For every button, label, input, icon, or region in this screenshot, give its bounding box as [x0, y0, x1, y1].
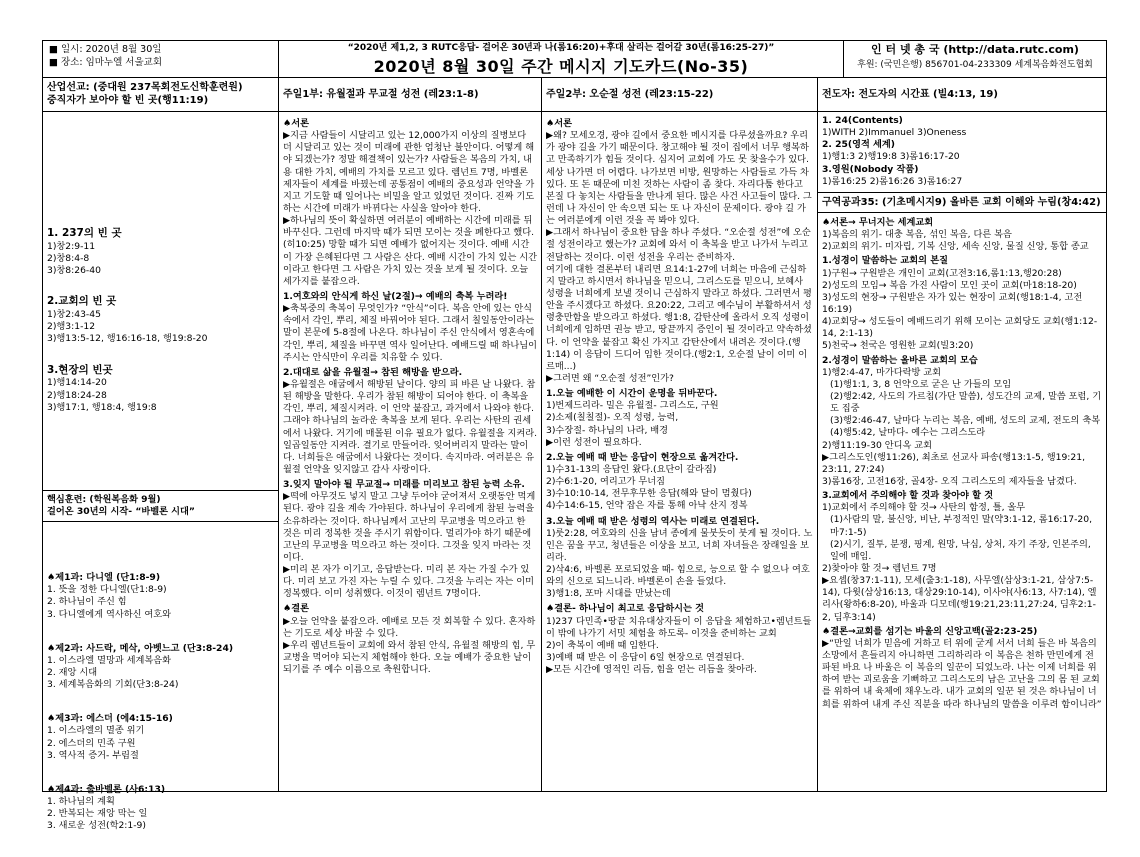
text-line: ▶이런 성전이 필요하다.: [546, 436, 642, 448]
text-line: 1)237 다민족•땅끝 치유대상자들이 이 응답을 체험하고•렘넌트들이 밖에 나가기 서밋 체험을 하도록- 이것을 준비하는 교회: [546, 615, 812, 639]
spacer: [47, 621, 274, 643]
text-line: 1)롬16:25 2)롬16:26 3)롬16:27: [822, 175, 963, 187]
spacer: [47, 277, 274, 287]
card-subtitle: “2020년 제1,2, 3 RUTC응답- 걸어온 30년과 나(롬16:20)+후대 살리는 걸어갈 30년(롬16:25-27)”: [347, 43, 775, 53]
text-line: 3)롬16장, 고전16장, 골4장- 오직 그리스도의 제자들을 남겼다.: [822, 475, 1077, 487]
text-line: 3)행1:8, 포마 시대를 만났는데: [546, 588, 671, 600]
sponsor-account: 후원: (국민은행) 856701-04-233309 세계복음화전도협회: [857, 59, 1093, 70]
lesson-title: ♠제1과: 다니엘 (단1:8-9): [47, 572, 161, 584]
verse-line: 1)창2:9-11: [47, 240, 96, 252]
text-line: 1)룻2:28, 여호와의 신을 남녀 종에게 물붓듯이 붓게 될 것이다. 노인은 꿈을 꾸고, 청년들은 이상을 보고, 너희 자녀들은 장래일을 보리라.: [546, 527, 813, 563]
sponsor-block: [844, 41, 1106, 77]
spacer: [47, 762, 274, 784]
lesson-line: 2. 하나님이 주신 힘: [47, 596, 127, 608]
text-line: 1)번제드리라- 밀은 유월절- 그리스도, 구원: [546, 400, 719, 412]
text-line: (4)행5:42, 날마다- 예수는 그리스도라: [830, 427, 986, 439]
verse-line: 1)창2:43-45: [47, 309, 101, 321]
text-line: ▶그래서 하나님이 중요한 답을 하나 주셨다. “오순절 성전”에 오순절 성전이라고 했는가? 교회에 와서 이 축복을 받고 나가서 누리고 전달하는 것이다. 이런 성전을 우리는 준비하자.: [546, 227, 811, 263]
section-heading: 1.성경이 말씀하는 교회의 본질: [822, 255, 948, 267]
verse-line: 3)창8:26-40: [47, 265, 101, 277]
section-heading: 1. 24(Contents): [822, 115, 903, 126]
text-line: 1)구원→ 구원받은 개인이 교회(고전3:16,롬1:13,행20:28): [822, 267, 1062, 279]
text-line: ▶축복중의 축복이 무엇인가? “안식”이다. 복음 안에 있는 안식속에서 각인, 뿌리, 체질 바꿔어야 된다. 그래서 칠일동안이라는 말이 본문에 5-8절에 나온다. 하나님이 주신 안식에서 영혼속에 각인, 뿌리, 체질을 바꾸면 역사 일어난다. 예배드릴 때 하나님이 주시는 안식만이 우리를 치유할 수 있다.: [283, 303, 538, 363]
column-body: [818, 112, 1106, 714]
section-heading: ♠서론: [283, 118, 309, 129]
section-heading: 3.오늘 예배 때 받은 성령의 역사는 미래로 연결된다.: [546, 515, 760, 527]
heading-line: 중직자가 보아야 할 빈 곳(행11:19): [47, 95, 209, 107]
section-heading: ♠결론→교회를 섬기는 바울의 신앙고백(골2:23-25): [822, 625, 1038, 637]
spacer: [47, 691, 274, 713]
text-line: 1)교회에서 주의해야 할 것→ 사탄의 함정, 틀, 올무: [822, 502, 1026, 514]
lesson-line: 1. 이스라엘 멸망과 세계복음화: [47, 654, 172, 666]
training-box: [43, 490, 278, 522]
place-line: ■ 장소: 임마누엘 서울교회: [49, 56, 163, 68]
text-line: ▶우리 렘넌트들이 교회에 와서 참된 안식, 유월절 해방의 힘, 무교병을 먹어야 되는지 체험해야 한다. 오늘 예배가 중요한 날이 되기를 주 예수 이름으로 축원합니다.: [283, 639, 536, 676]
spacer: [47, 832, 274, 854]
title-block: [279, 41, 844, 77]
text-line: (1)행1:1, 3, 8 언약으로 굳은 난 가들의 모임: [830, 378, 1012, 390]
text-line: ▶오늘 언약을 붙잡으라. 예배로 모든 것 회복할 수 있다. 혼자하는 기도로 세상 바꿀 수 있다.: [283, 615, 536, 639]
text-line: (1)사람의 말, 불신앙, 비난, 부정적인 말(약3:1-12, 롬16:17-20, 마7:1-5): [830, 514, 1092, 538]
lesson-line: 3. 세계복음화의 기회(단3:8-24): [47, 679, 179, 691]
spacer: [47, 346, 274, 356]
date-place: [43, 41, 279, 77]
text-line: 2)찾아야 할 것→ 렘넌트 7명: [822, 562, 937, 574]
section-heading: 1.여호와의 안식게 하신 날(2절)→ 예배의 축복 누려라!: [283, 290, 508, 302]
verse-line: 3)행17:1, 행18:4, 행19:8: [47, 401, 157, 413]
website-title: 인 터 넷 총 국 (http://data.rutc.com): [871, 43, 1079, 56]
section-heading: ♠서론→ 무너지는 세계교회: [822, 217, 934, 229]
section-heading: ♠결론- 하나님이 최고로 응답하시는 것: [546, 603, 704, 615]
text-line: (2)행2:42, 사도의 가르침(가단 말씀), 성도간의 교제, 말씀 포럼, 기도 집중: [830, 391, 1102, 415]
text-line: 4)수14:6-15, 언약 잡은 자를 통해 아낙 산지 정복: [546, 500, 748, 512]
text-line: 2)성도의 모임→ 복음 가진 사람이 모인 곳이 교회(마18:18-20): [822, 279, 1077, 291]
column-body: [279, 112, 541, 679]
text-line: ▶모든 시간에 영적인 리듬, 힘을 얻는 리듬을 찾아라.: [546, 664, 757, 676]
section-heading: 2.성경이 말씀하는 올바른 교회의 모습: [822, 354, 978, 366]
training-line: 핵심훈련: (학원복음화 9월): [47, 493, 161, 505]
lesson-line: 1. 하나님의 계획: [47, 795, 115, 807]
section-heading: 2.오늘 예배 때 받는 응답이 현장으로 옮겨간다.: [546, 451, 739, 463]
text-line: 2)행11:19-30 안디옥 교회: [822, 439, 933, 451]
spacer: [47, 424, 274, 484]
text-line: 3)성도의 현장→ 구원받은 자가 있는 현장이 교회(행18:1-4, 고전16:19): [822, 291, 1083, 316]
text-line: ▶그리스도인(행11:26), 최초로 선교사 파송(행13:1-5, 행19:21, 23:11, 27:24): [822, 451, 1086, 475]
text-line: ▶하나님의 뜻이 확실하면 여러분이 예배하는 시간에 미래를 뒤바꾸신다. 그런데 마지막 때가 되면 모이는 것을 폐한다고 했다.(히10:25) 망할 때가 되면 예배가 없어지는 것이다. 예배 시간이 가장 은혜된다면 그 사람은 산다. 예배 시간이 가치 있는 시간이라고 한다면 그 사람은 가치 있는 것을 보게 될 것이다. 오늘 세가지를 붙잡으라.: [283, 215, 538, 287]
text-line: 2)삭4:6, 바벨론 포로되었을 때- 힘으로, 능으로 할 수 없으나 여호와의 신으로 되느니라. 바벨론이 손을 들었다.: [546, 564, 810, 588]
lesson-line: 2. 재앙 시대: [47, 666, 98, 678]
lesson-line: 3. 새로운 성전(학2:1-9): [47, 820, 146, 832]
lesson-line: 3. 역사적 증거- 부림절: [47, 749, 139, 761]
text-line: 2)이 축복이 예배 때 임한다.: [546, 639, 659, 651]
text-line: 4)교회당→ 성도들이 예배드리기 위해 모이는 교회당도 교회(행1:12-14, 2:1-13): [822, 316, 1098, 340]
column-evangelist: [818, 78, 1106, 791]
text-line: 2)소제(칠칠절)- 오직 성령, 능력,: [546, 412, 679, 424]
text-line: 2)교회의 위기- 미자립, 기복 신앙, 세속 신앙, 물질 신앙, 통합 종교: [822, 241, 1089, 253]
column-body: [43, 112, 278, 857]
text-line: ▶미리 본 자가 이기고, 응답받는다. 미리 본 자는 가질 수가 있다. 미리 보고 가진 자는 누릴 수 있다. 그것을 누리는 자는 이미 정복했다. 이미 성취했다. 이것이 렘넌트 7명이다.: [283, 564, 534, 600]
text-line: ▶“만일 너희가 믿음에 거하고 터 위에 굳게 서서 너희 들은 바 복음의 소망에서 흔들리지 아니하면 그리하리라 이 복음은 천하 만민에게 전파된 바요 나 바울은 이 복음의 일꾼이 되었노라. 나는 이제 너희를 위하여 받는 괴로움을 기뻐하고 그리스도의 남은 고난을 그의 몸 된 교회를 위하여 내 육체에 채우노라. 내가 교회의 일꾼 된 것은 하나님이 너희를 위하여 내게 주신 직분을 따라 하나님의 말씀을 이루려 함이니라”: [822, 637, 1102, 710]
card-title: 2020년 8월 30일 주간 메시지 기도카드(No-35): [373, 56, 749, 76]
prayer-card: [42, 40, 1107, 832]
lesson-title: ♠제3과: 에스더 (에4:15-16): [47, 713, 173, 725]
spacer: [47, 115, 274, 219]
text-line: ▶지금 사람들이 시달리고 있는 12,000가지 이상의 질병보다 더 시달리고 있는 것이 미래에 관한 엄청난 불안이다. 어떻게 해야 되겠는가? 정말 해결책이 있는가? 사람들은 복음의 가치, 내용 대한 가치, 예배의 가치를 모르고 있다. 렘넌트 7명, 바벨론 제자들이 세계를 바꿨는데 공통점이 예배의 중요성과 언약을 가지고 기도할 때 일어나는 비밀을 알고 있었던 것이다. 진짜 기도하는 시간에 미래가 바뀌다는 사실을 알아야 한다.: [283, 130, 535, 214]
lesson-line: 2. 에스더의 민족 구원: [47, 737, 136, 749]
text-line: 3)수장절- 하나님의 나라, 배경: [546, 424, 669, 436]
lesson-line: 1. 뜻을 정한 다니엘(단1:8-9): [47, 584, 167, 596]
text-line: ▶떡에 아무것도 넣지 말고 그냥 두어야 굳어져서 오랫동안 먹게 된다. 광야 길을 계속 가야된다. 하나님이 우리에게 참된 능력을 소유하라는 것이다. 하나님께서 고난의 무교병을 먹으라고 한 것은 미리 정복한 것을 주시기 위함이다. 멀리가야 하기 때문에 고난의 무교병을 먹으라고 하는 것이다. 그것을 잊지 마라는 것이다.: [283, 491, 536, 563]
text-line: 3)예배 때 받은 이 응답이 6일 현장으로 연결된다.: [546, 652, 745, 664]
column-sermon-2: [542, 78, 818, 791]
text-line: ▶그러면 왜 “오순절 성전”인가?: [546, 372, 674, 384]
section-heading: ♠서론: [546, 118, 572, 129]
section-heading: 2. 25(영적 세계): [822, 139, 895, 151]
text-line: 1)행1:3 2)행19:8 3)롬16:17-20: [822, 151, 960, 163]
column-heading: 전도자: 전도자의 시간표 (빌4:13, 19): [818, 78, 1106, 112]
card-header: [43, 41, 1106, 78]
lesson-line: 3. 다니엘에게 역사하신 여호와: [47, 608, 172, 620]
verse-line: 2)행3:1-12: [47, 321, 96, 333]
verse-line: 1)행14:14-20: [47, 377, 107, 389]
verse-line: 2)창8:4-8: [47, 253, 90, 264]
text-line: (3)행2:46-47, 날마다 누리는 복음, 예배, 성도의 교제, 전도의 축복: [830, 415, 1101, 427]
spacer: [47, 414, 274, 424]
text-line: ▶왜? 모세오경, 광야 길에서 중요한 메시지를 다루셨을까요? 우리가 광야 길을 가기 때문이다. 창고해야 될 것이 집에서 너무 행복하고 만족하기가 힘들 것이다. 심지어 교회에 가도 못 찾을수가 있다. 세상 나가면 더 어렵다. 나가보면 비방, 원망하는 사람들로 가득 차 있다. 또 돈 때문에 미친 것하는 사람이 좀 찾다. 자리다툼 한다고 본질 다 놓치는 사람들을 만나게 된다. 많은 사건 사고들이 많다. 그런데 나 자신이 안 속으면 되는 또 나 자신이 문제이다. 광야 길 가는 여러분에게 이런 것을 꼭 봐야 있다.: [546, 130, 812, 227]
text-line: ▶요셉(창37:1-11), 모세(출3:1-18), 사무엘(삼상3:1-21, 삼상7:5-14), 다윗(삼상16:13, 대상29:10-14), 이사야(사6:13, 사7:14), 엘리사(왕하6:8-20), 바울과 디모데(행19:21,23:11,27:24, 딤후2:1-2, 딤후3:14): [822, 575, 1097, 623]
column-heading: 주일1부: 유월절과 무교절 성전 (레23:1-8): [279, 78, 541, 112]
section-heading: 3.잊지 말아야 될 무교절→ 미래를 미리보고 참된 능력 소유.: [283, 479, 525, 491]
lesson-line: 2. 반복되는 재앙 막는 일: [47, 808, 148, 820]
lesson-line: 1. 이스라엘의 멸종 위기: [47, 725, 145, 737]
section-heading: 1.오늘 예배한 이 시간이 운명을 뒤바꾼다.: [546, 388, 718, 400]
lesson-title: ♠제2과: 사드락, 메삭, 아벳느고 (단3:8-24): [47, 642, 234, 654]
heading-line: 산업선교: (중대원 237목회전도신학훈련원): [47, 82, 243, 93]
text-line: 3)수10:10-14, 전무후무한 응답(해와 달이 멈췄다): [546, 488, 752, 500]
text-line: 여기에 대한 결론부터 내리면 요14:1-27에 너희는 마음에 근심하지 말라고 하시면서 하나님을 믿으니, 그리스도를 믿으니, 보혜사 성령을 너희에게 보낼 것이니 근심하지 말라고 하셨다. 그러면서 평안을 주시겠다고 하셨다. 요20:22, 그리고 예수님이 부활하셔서 성령충만함을 받으라고 하셨다. 행1:8, 감탄산에 올라서 오직 성령이 너희에게 임하면 권능 받고, 땅끝까지 증인이 될 것이라고 약속하셨다. 이 언약을 붙잡고 확신 가지고 감탄산에서 내려온 것이다.(행1:14) 이 응답이 드디어 임한 것이다.(행2:1, 오순절 날이 이미 이르매...): [546, 263, 812, 372]
verse-line: 2)행18:24-28: [47, 389, 107, 401]
lesson-title: ♠제4과: 출바벨론 (사6:13): [47, 783, 166, 795]
text-line: 5)천국→ 천국은 영원한 교회(빌3:20): [822, 340, 974, 352]
section-heading: 3.영원(Nobody 작품): [822, 163, 919, 175]
text-line: 2)수6:1-20, 여리고가 무너짐: [546, 476, 665, 488]
text-line: 1)수31-13의 응답인 왔다.(요단이 갈라짐): [546, 463, 717, 475]
section-heading: 2.대대로 삶을 유월절→ 참된 해방을 받으라.: [283, 366, 463, 378]
lesson-heading: 구역공과35: (기초메시지9) 올바른 교회 이해와 누림(창4:42): [818, 192, 1106, 213]
text-line: 1)행2:4-47, 마가다락방 교회: [822, 366, 941, 378]
section-heading: ♠결론: [283, 603, 309, 615]
column-body: [542, 112, 817, 679]
section-title: 3.현장의 빈곳: [47, 363, 113, 376]
verse-line: 3)행13:5-12, 행16:16-18, 행19:8-20: [47, 333, 208, 345]
text-line: 1)WITH 2)Immanuel 3)Oneness: [822, 127, 967, 139]
column-sermon-1: [279, 78, 542, 791]
column-heading: 주일2부: 오순절 성전 (레23:15-22): [542, 78, 817, 112]
column-heading: [43, 78, 278, 112]
section-title: 2.교회의 빈 곳: [47, 295, 117, 308]
text-line: ▶유월절은 애굽에서 해방된 날이다. 양의 피 바른 날 나왔다. 참된 해방을 말한다. 우리가 참된 해방이 되어야 한다. 이 축복을 각인, 뿌리, 체질시켜라. 이 언약 붙잡고, 과거에서 나와야 한다. 그래야 하나님의 놀라운 축복을 보게 된다. 우리는 사탄의 권세에서 나왔다. 거기에 매몰된 이유 필요가 없다. 유월절을 지켜라. 일곱일동안 지켜라. 결기로 만들어라. 잊어버리지 말라는 말이다. 너희들은 애굽에서 나왔다는 것이다. 속지마라. 여러분은 유월절 언약을 잊지않고 감사 사랑이다.: [283, 378, 538, 475]
spacer: [47, 528, 274, 572]
column-industrial-mission: [43, 78, 279, 832]
text-line: 1)복음의 위기- 대충 복음, 섞인 복음, 다른 복음: [822, 229, 1012, 241]
training-line: 걸어온 30년의 시작- “바벨론 시대”: [47, 505, 195, 517]
date-line: ■ 일시: 2020년 8월 30일: [49, 44, 162, 55]
section-title: 1. 237의 빈 곳: [47, 227, 122, 239]
section-heading: 3.교회에서 주의해야 할 것과 찾아야 할 것: [822, 490, 994, 502]
text-line: (2)시기, 질투, 분쟁, 핑계, 원망, 낙심, 상처, 자기 주장, 인본주의, 일에 매임.: [830, 538, 1091, 562]
